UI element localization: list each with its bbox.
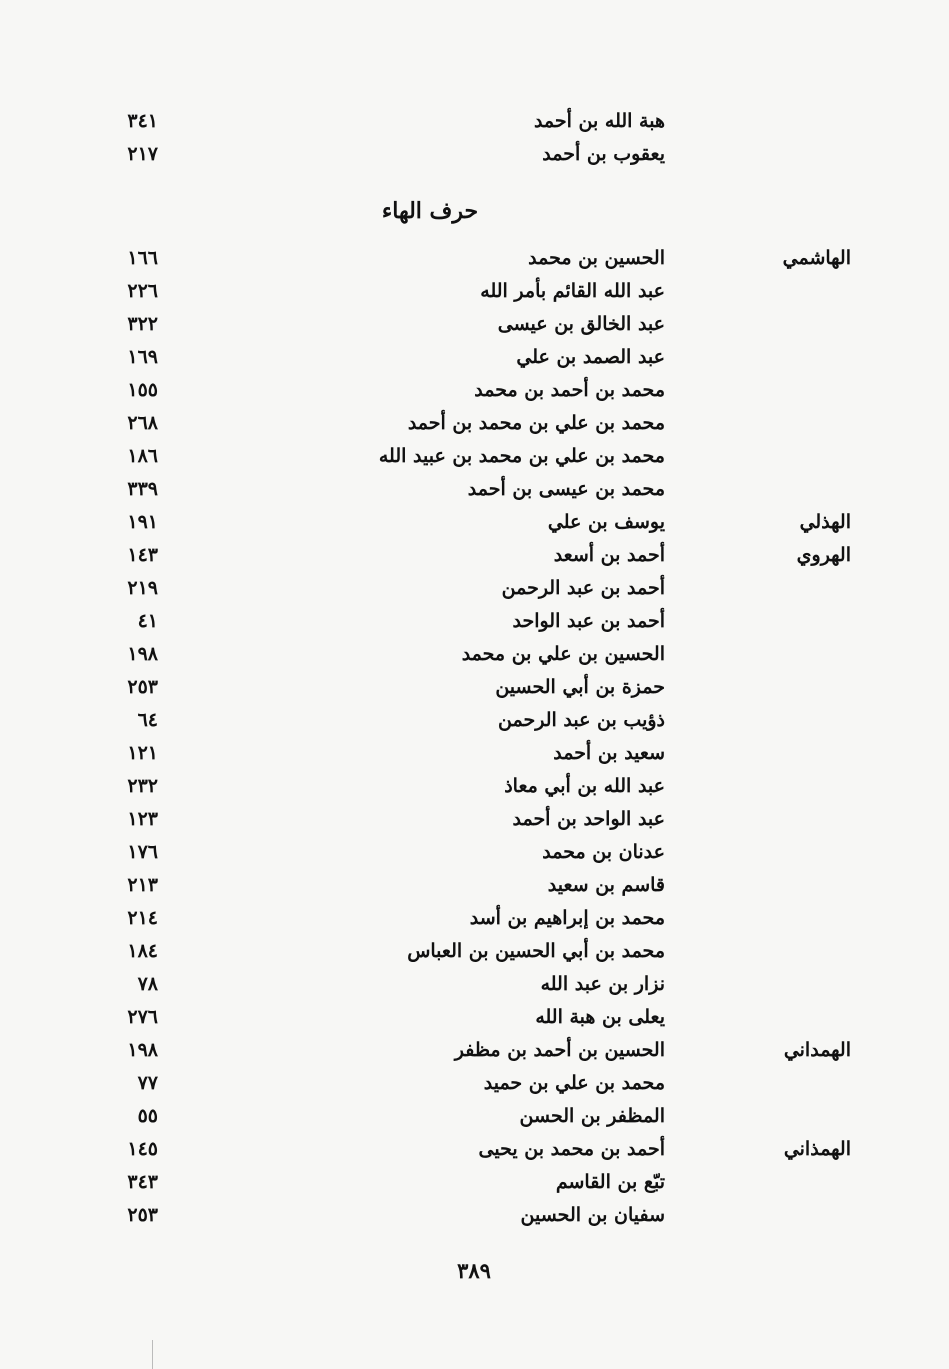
page-reference: ١٤٥: [127, 1138, 158, 1160]
index-entry: [0, 375, 949, 405]
page-reference: ١٩١: [127, 511, 158, 533]
page-reference: ٦٤: [137, 709, 158, 731]
index-entry: [0, 1134, 949, 1164]
person-name: عبد الصمد بن علي: [516, 346, 665, 368]
person-name: أحمد بن عبد الرحمن: [501, 577, 665, 599]
page-reference: ١٤٣: [127, 544, 158, 566]
index-entry: [0, 804, 949, 834]
index-entry: [0, 837, 949, 867]
index-entry: [0, 672, 949, 702]
page-number: ٣٨٩: [457, 1258, 491, 1283]
page-reference: ١٧٦: [127, 841, 158, 863]
page-reference: ٢١٩: [127, 577, 158, 599]
person-name: يوسف بن علي: [547, 511, 665, 533]
index-entry: [0, 705, 949, 735]
person-name: محمد بن عيسى بن أحمد: [467, 478, 665, 500]
index-entry: [0, 1200, 949, 1230]
index-entry: [0, 936, 949, 966]
person-name: عدنان بن محمد: [542, 841, 665, 863]
page-reference: ١٨٦: [127, 445, 158, 467]
index-entry: [0, 870, 949, 900]
page-reference: ٢٢٦: [127, 280, 158, 302]
person-name: هبة الله بن أحمد: [533, 110, 665, 132]
person-name: قاسم بن سعيد: [547, 874, 665, 896]
person-name: عبد الله بن أبي معاذ: [504, 775, 665, 797]
person-name: عبد الخالق بن عيسى: [497, 313, 665, 335]
person-name: حمزة بن أبي الحسين: [495, 676, 665, 698]
index-entry: [0, 309, 949, 339]
person-name: يعقوب بن أحمد: [542, 143, 665, 165]
page-reference: ٢٥٣: [127, 1204, 158, 1226]
person-name: محمد بن أحمد بن محمد: [474, 379, 665, 401]
person-name: محمد بن علي بن حميد: [483, 1072, 665, 1094]
page-reference: ٢٧٦: [127, 1006, 158, 1028]
index-entry: [0, 441, 949, 471]
nisba: الهروي: [796, 544, 851, 566]
index-entry: [0, 474, 949, 504]
page-reference: ٣٣٩: [127, 478, 158, 500]
index-entry: [0, 639, 949, 669]
page-reference: ٣٤١: [127, 110, 158, 132]
person-name: المظفر بن الحسن: [519, 1105, 665, 1127]
index-entry: [0, 573, 949, 603]
person-name: أحمد بن محمد بن يحيى: [478, 1138, 665, 1160]
person-name: سفيان بن الحسين: [520, 1204, 665, 1226]
index-entry: [0, 1101, 949, 1131]
person-name: ذؤيب بن عبد الرحمن: [498, 709, 665, 731]
page-reference: ٤١: [137, 610, 158, 632]
index-entry: [0, 738, 949, 768]
index-entry: [0, 106, 949, 136]
index-entry: [0, 1068, 949, 1098]
index-entry: [0, 903, 949, 933]
page-reference: ١٢١: [127, 742, 158, 764]
page-reference: ٥٥: [137, 1105, 158, 1127]
nisba: الهمذاني: [783, 1138, 851, 1160]
nisba: الهمداني: [783, 1039, 851, 1061]
page-reference: ١٩٨: [127, 643, 158, 665]
person-name: سعيد بن أحمد: [553, 742, 665, 764]
person-name: محمد بن علي بن محمد بن أحمد: [407, 412, 665, 434]
page-reference: ٢٥٣: [127, 676, 158, 698]
scan-artifact-line: [152, 1340, 153, 1369]
person-name: الحسين بن محمد: [528, 247, 665, 269]
section-heading: حرف الهاء: [381, 198, 479, 224]
person-name: محمد بن إبراهيم بن أسد: [469, 907, 665, 929]
person-name: يعلى بن هبة الله: [535, 1006, 665, 1028]
person-name: أحمد بن عبد الواحد: [512, 610, 665, 632]
index-entry: [0, 243, 949, 273]
person-name: تبّع بن القاسم: [555, 1171, 665, 1193]
index-entry: [0, 1002, 949, 1032]
page-reference: ١٦٦: [127, 247, 158, 269]
page-reference: ١٥٥: [127, 379, 158, 401]
nisba: الهاشمي: [782, 247, 851, 269]
person-name: الحسين بن أحمد بن مظفر: [454, 1039, 665, 1061]
index-entry: [0, 342, 949, 372]
person-name: محمد بن أبي الحسين بن العباس: [407, 940, 665, 962]
page-reference: ٣٢٢: [127, 313, 158, 335]
index-entry: [0, 408, 949, 438]
page-reference: ٣٤٣: [127, 1171, 158, 1193]
page-reference: ١٩٨: [127, 1039, 158, 1061]
page-reference: ١٨٤: [127, 940, 158, 962]
person-name: عبد الواحد بن أحمد: [512, 808, 665, 830]
person-name: الحسين بن علي بن محمد: [461, 643, 665, 665]
page-reference: ٢١٤: [127, 907, 158, 929]
person-name: محمد بن علي بن محمد بن عبيد الله: [378, 445, 665, 467]
index-entry: [0, 540, 949, 570]
index-entry: [0, 1035, 949, 1065]
page-reference: ٢١٣: [127, 874, 158, 896]
page-reference: ١٦٩: [127, 346, 158, 368]
index-entry: [0, 139, 949, 169]
page-reference: ٧٨: [137, 973, 158, 995]
index-entry: [0, 969, 949, 999]
index-entry: [0, 606, 949, 636]
index-entry: [0, 276, 949, 306]
page-reference: ٢١٧: [127, 143, 158, 165]
page-reference: ٢٣٢: [127, 775, 158, 797]
page-reference: ٧٧: [137, 1072, 158, 1094]
person-name: عبد الله القائم بأمر الله: [480, 280, 665, 302]
page-reference: ١٢٣: [127, 808, 158, 830]
page-reference: ٢٦٨: [127, 412, 158, 434]
person-name: أحمد بن أسعد: [553, 544, 665, 566]
index-entry: [0, 1167, 949, 1197]
nisba: الهذلي: [799, 511, 851, 533]
index-entry: [0, 507, 949, 537]
index-entry: [0, 771, 949, 801]
person-name: نزار بن عبد الله: [540, 973, 665, 995]
